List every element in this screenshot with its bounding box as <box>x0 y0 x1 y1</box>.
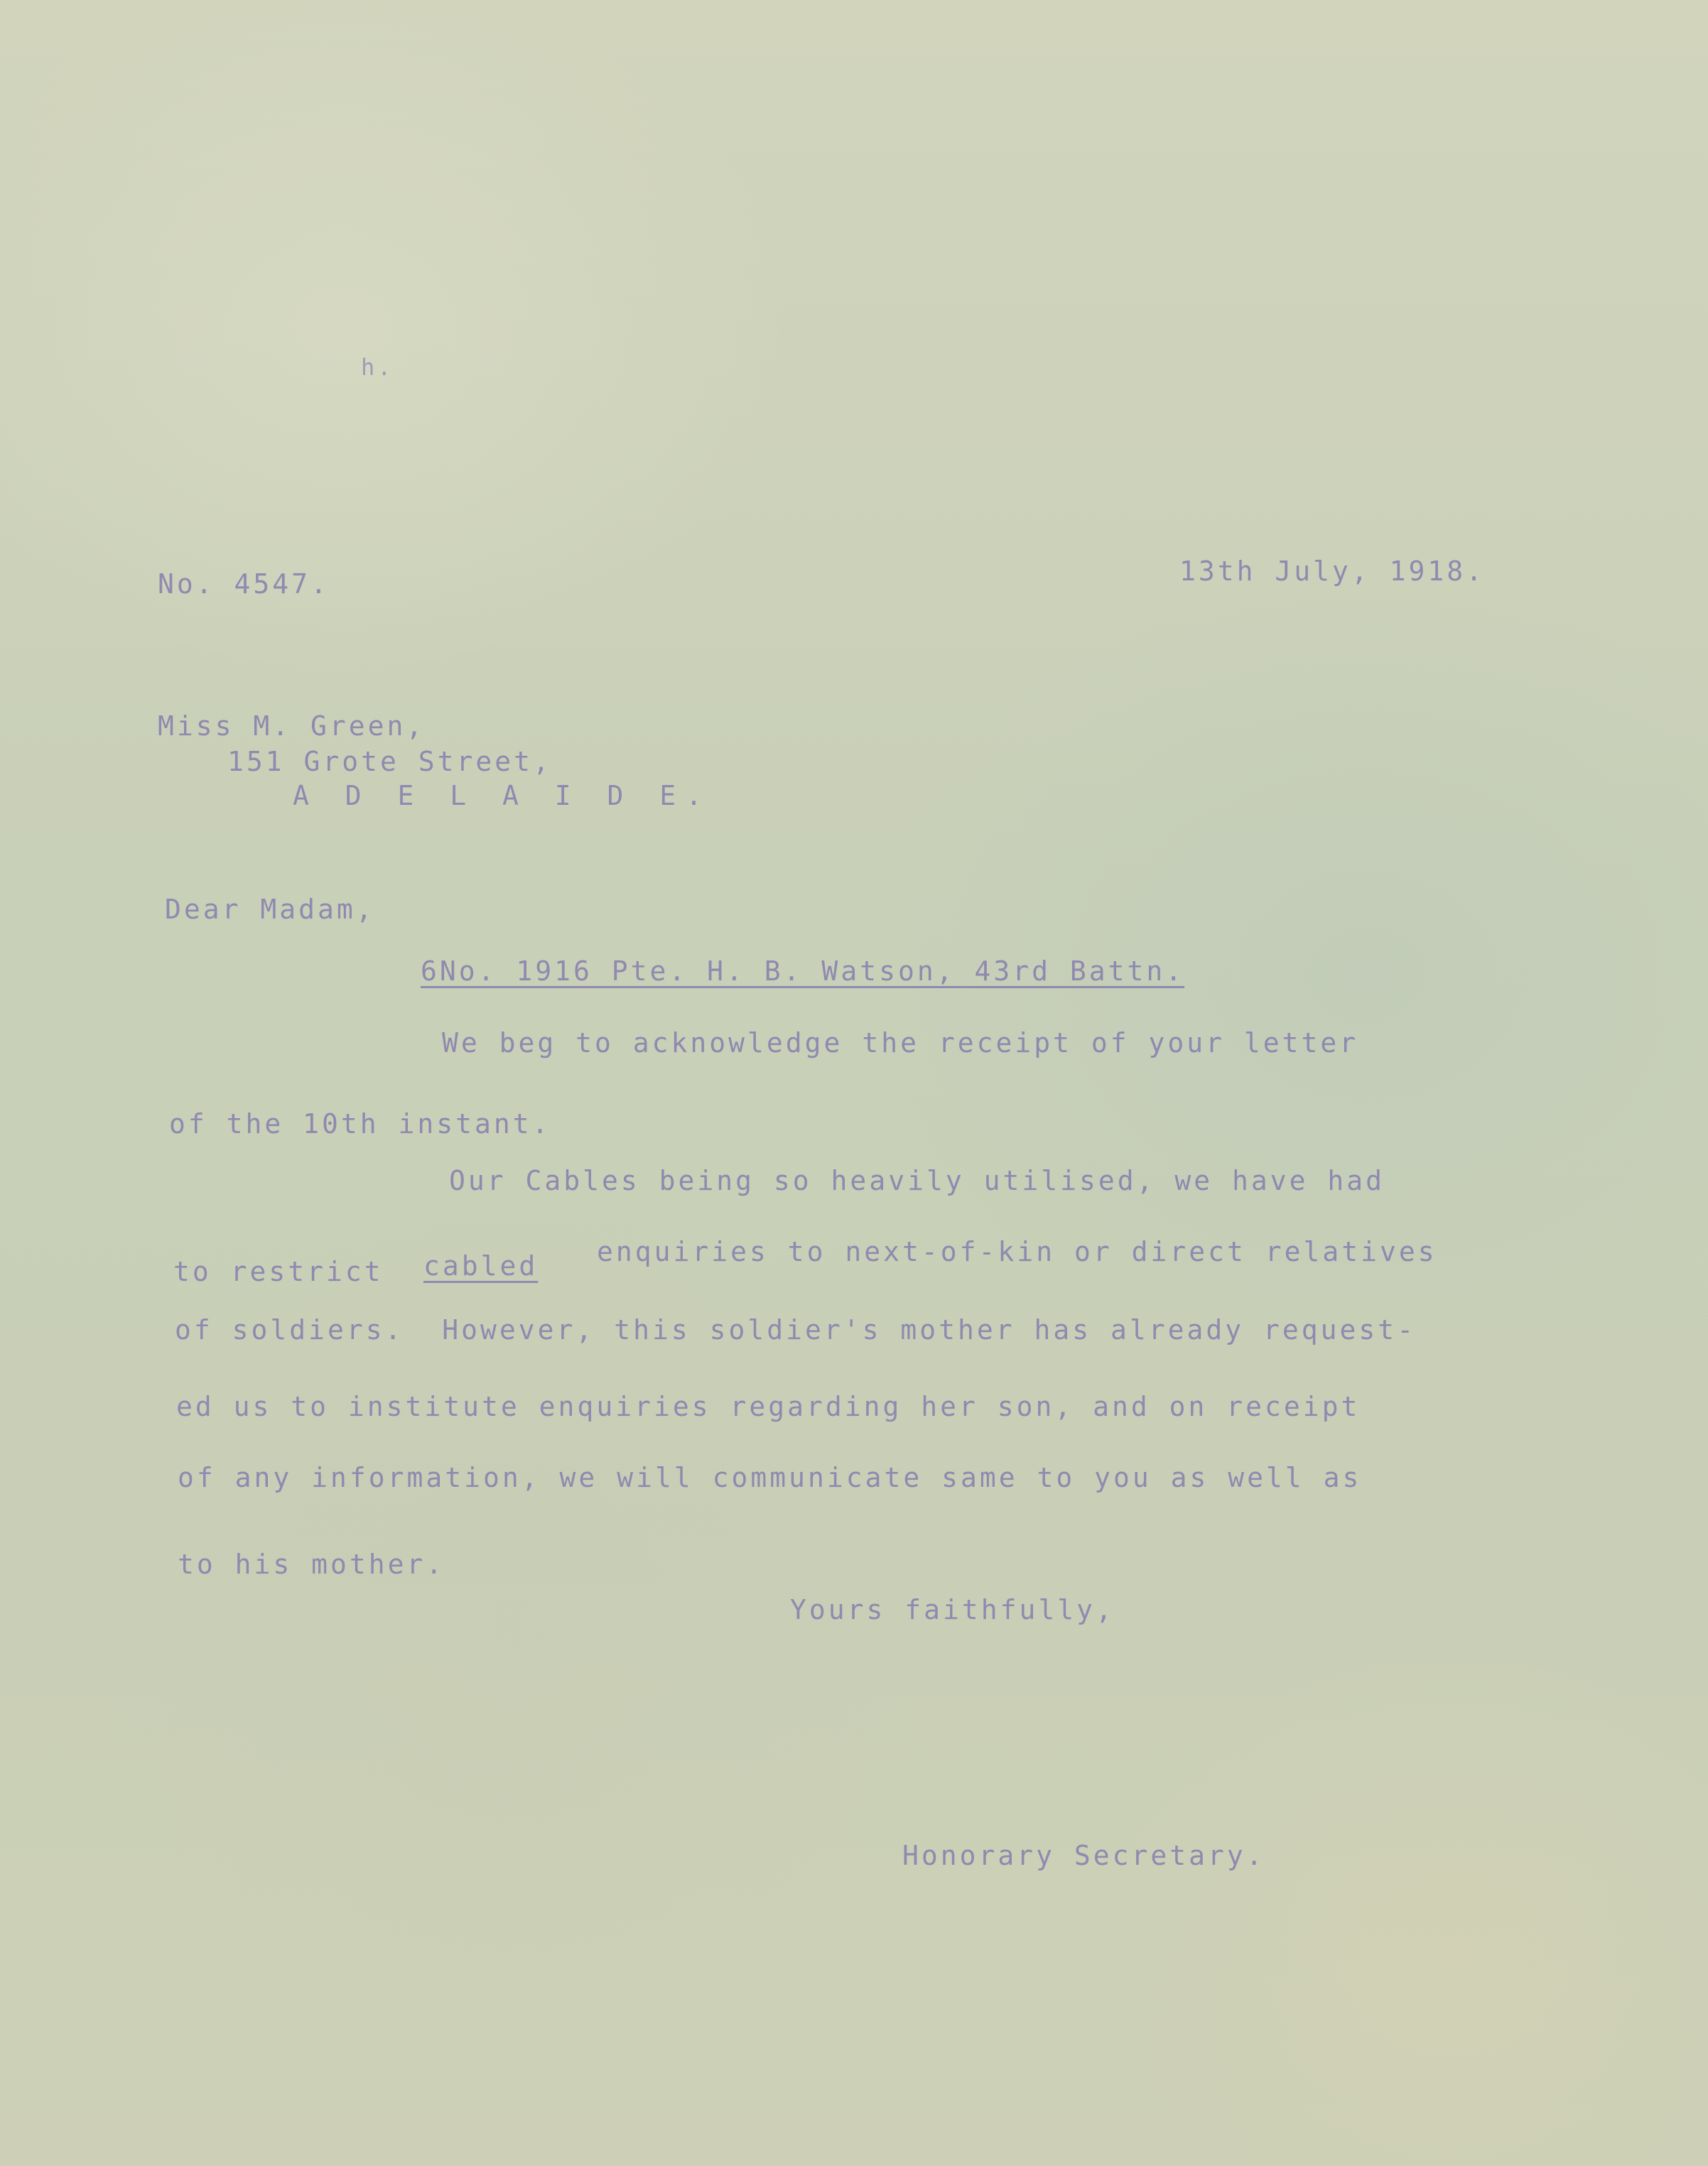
body-line-7: of any information, we will communicate same to you as well as <box>178 1462 1362 1493</box>
body-line-3: Our Cables being so heavily utilised, we have had <box>449 1165 1385 1196</box>
letter-date: 13th July, 1918. <box>1179 556 1486 587</box>
mark: h. <box>361 354 394 381</box>
signature-title: Honorary Secretary. <box>902 1840 1265 1871</box>
subject-line: 6No. 1916 Pte. H. B. Watson, 43rd Battn. <box>421 955 1185 987</box>
body-line-1: We beg to acknowledge the receipt of your letter <box>442 1027 1359 1058</box>
body-line-4b-cabled: cabled <box>423 1250 539 1282</box>
body-line-6: ed us to institute enquiries regarding her son, and on receipt <box>176 1391 1361 1422</box>
body-line-8: to his mother. <box>178 1549 445 1580</box>
recipient-street: 151 Grote Street, <box>227 746 552 777</box>
salutation: Dear Madam, <box>165 894 375 925</box>
body-line-2: of the 10th instant. <box>169 1108 551 1139</box>
body-line-5: of soldiers. However, this soldier's mother has already request- <box>175 1314 1417 1345</box>
body-line-4a: to restrict <box>173 1256 384 1287</box>
closing: Yours faithfully, <box>790 1594 1115 1625</box>
body-line-4c: enquiries to next-of-kin or direct relatives <box>597 1236 1437 1267</box>
recipient-name: Miss M. Green, <box>158 710 426 742</box>
reference-number: No. 4547. <box>158 568 330 600</box>
recipient-city: A D E L A I D E. <box>293 780 713 811</box>
